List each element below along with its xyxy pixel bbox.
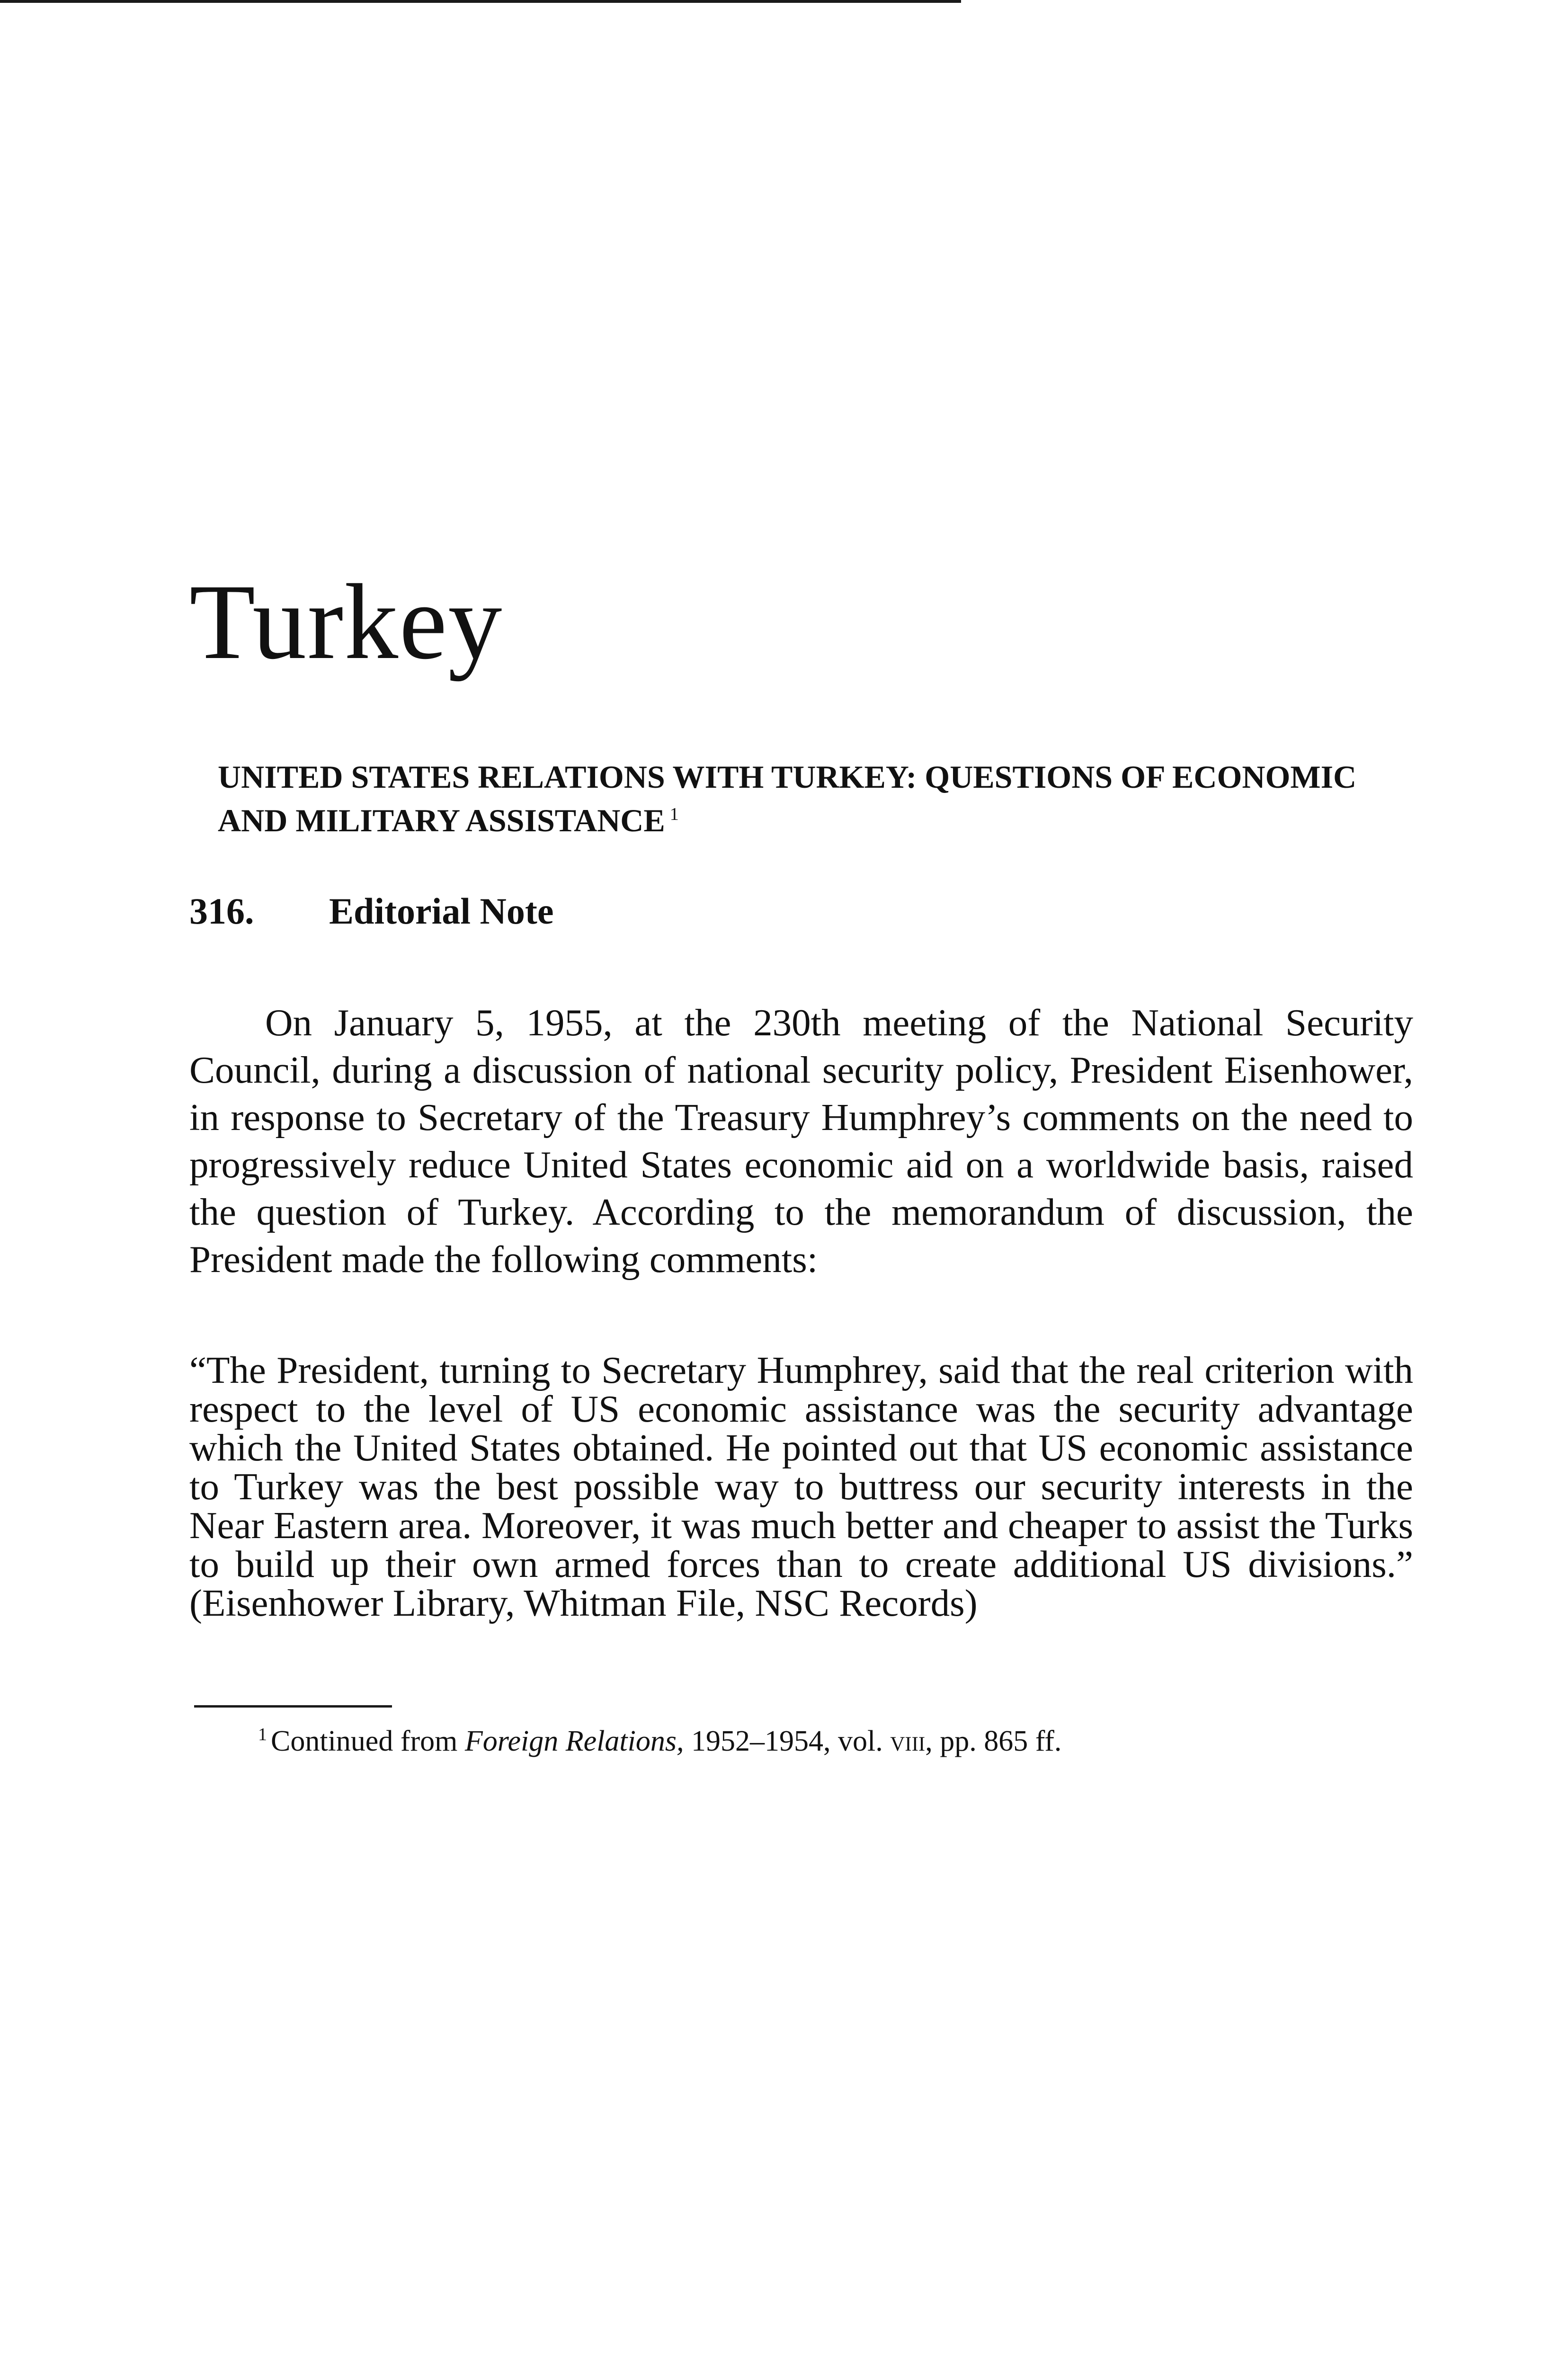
quoted-paragraph: “The President, turning to Secretary Humphrey, said that the real criterion with respect to the level of US economic assistance was the security advantage which the United States obtained. He pointed out that US economic assistance to Turkey was the best possible way to buttress our security interests in the Near Eastern area. Moreover, it was much better and cheaper to assist the Turks to build up their own armed forces than to create additional US divisions.” (Eisenhower Library, Whitman File, NSC Records) <box>189 1349 1413 1624</box>
footnote-pages: , pp. 865 ff. <box>925 1725 1062 1757</box>
footnote-years: 1952–1954, vol. <box>691 1725 883 1757</box>
footnote-source-title: Foreign Relations, <box>464 1725 684 1757</box>
footnote <box>258 1723 1061 1759</box>
footnote-marker: 1 <box>258 1725 267 1745</box>
section-footnote-marker[interactable]: 1 <box>669 804 679 825</box>
footnote-separator <box>194 1705 392 1708</box>
intro-paragraph: On January 5, 1955, at the 230th meeting of the National Security Council, during a discussion of national security policy, President Eisenhower, in response to Secretary of the Treasury Humphrey’s comments on the need to progressively reduce United States economic aid on a worldwide basis, raised the question of Turkey. According to the memorandum of discussion, the President made the following comments: <box>189 1001 1413 1281</box>
section-heading-text: UNITED STATES RELATIONS WITH TURKEY: QUESTIONS OF ECONOMIC AND MILITARY ASSISTANCE <box>218 759 1357 838</box>
document-title: Editorial Note <box>329 890 554 932</box>
top-edge-rule <box>0 0 961 3</box>
document-heading <box>189 890 553 933</box>
footnote-prefix: Continued from <box>271 1725 458 1757</box>
chapter-title: Turkey <box>189 562 503 682</box>
footnote-volume: viii <box>890 1725 926 1757</box>
document-number: 316. <box>189 890 254 932</box>
section-heading <box>218 755 1411 842</box>
